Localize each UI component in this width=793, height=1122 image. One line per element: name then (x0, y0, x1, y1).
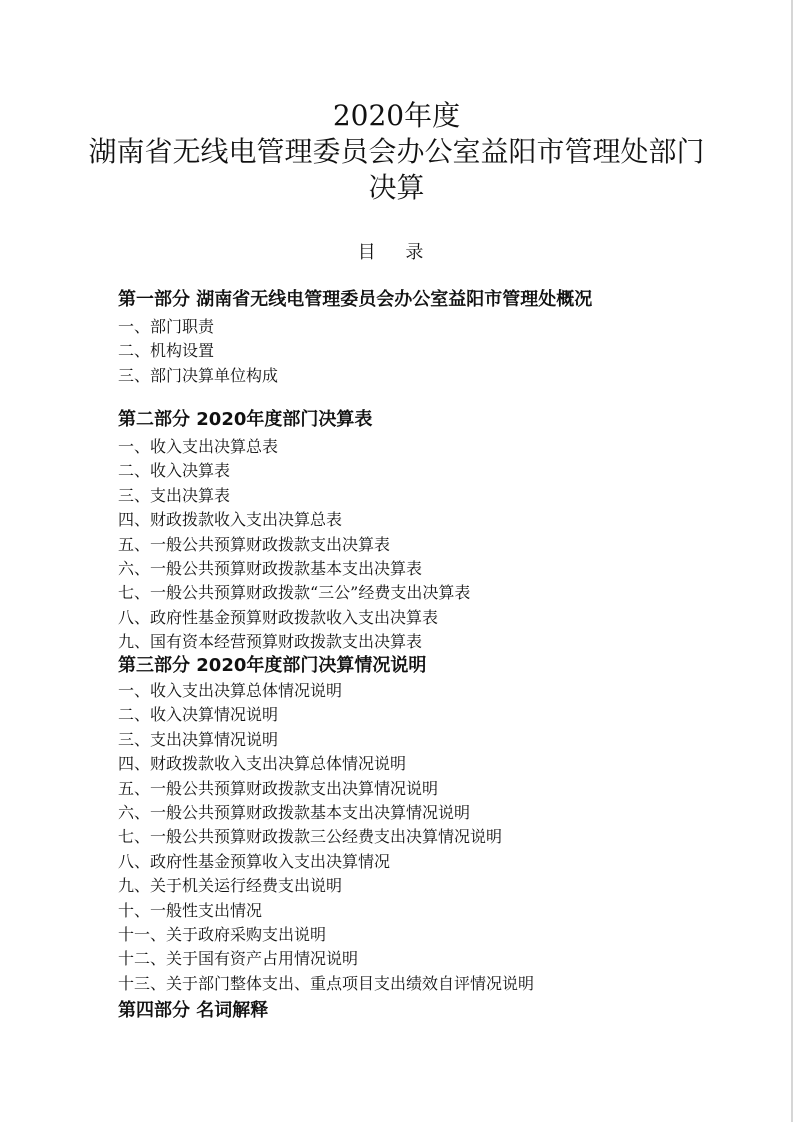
toc-item: 七、一般公共预算财政拨款“三公”经费支出决算表 (118, 583, 471, 603)
toc-item: 十一、关于政府采购支出说明 (118, 924, 327, 944)
toc-item: 三、支出决算情况说明 (118, 729, 279, 749)
toc-item-list (118, 679, 758, 996)
toc-section-part-2 (118, 407, 758, 655)
toc-item: 五、一般公共预算财政拨款支出决算情况说明 (118, 778, 439, 798)
toc-item: 六、一般公共预算财政拨款基本支出决算表 (118, 558, 423, 578)
toc-item: 二、机构设置 (118, 341, 215, 361)
toc-item: 七、一般公共预算财政拨款三公经费支出决算情况说明 (118, 827, 503, 847)
title-organization: 湖南省无线电管理委员会办公室益阳市管理处部门 (88, 135, 705, 168)
toc-item: 九、关于机关运行经费支出说明 (118, 876, 343, 896)
section-heading: 第四部分 名词解释 (118, 1000, 269, 1021)
toc-item-list (118, 435, 758, 655)
section-heading: 第三部分 2020年度部门决算情况说明 (118, 655, 427, 676)
toc-item: 八、政府性基金预算收入支出决算情况 (118, 851, 391, 871)
title-subject: 决算 (368, 171, 425, 204)
toc-item: 十三、关于部门整体支出、重点项目支出绩效自评情况说明 (118, 973, 535, 993)
toc-item: 二、收入决算情况说明 (118, 705, 279, 725)
toc-item: 一、收入支出决算总表 (118, 437, 279, 456)
toc-item: 二、收入决算表 (118, 461, 231, 481)
title-year: 2020年度 (332, 99, 461, 132)
toc-item: 十二、关于国有资产占用情况说明 (118, 949, 359, 969)
toc-item: 一、收入支出决算总体情况说明 (118, 681, 343, 700)
toc-section-part-3 (118, 653, 758, 996)
toc-section-part-1 (118, 287, 758, 388)
toc-heading: 目 录 (357, 242, 436, 263)
document-title (0, 98, 793, 206)
toc-item: 六、一般公共预算财政拨款基本支出决算情况说明 (118, 802, 471, 822)
toc-item: 十、一般性支出情况 (118, 900, 263, 920)
toc-item: 一、部门职责 (118, 317, 215, 336)
toc-item: 四、财政拨款收入支出决算总体情况说明 (118, 754, 407, 774)
toc-item-list (118, 315, 758, 388)
section-heading: 第一部分 湖南省无线电管理委员会办公室益阳市管理处概况 (118, 289, 593, 310)
toc-item: 四、财政拨款收入支出决算总表 (118, 510, 343, 530)
toc-item: 三、部门决算单位构成 (118, 365, 279, 385)
toc-item: 五、一般公共预算财政拨款支出决算表 (118, 534, 391, 554)
toc-item: 八、政府性基金预算财政拨款收入支出决算表 (118, 607, 439, 627)
section-heading: 第二部分 2020年度部门决算表 (118, 409, 373, 430)
toc-item: 三、支出决算表 (118, 485, 231, 505)
toc-item: 九、国有资本经营预算财政拨款支出决算表 (118, 632, 423, 652)
toc-section-part-4 (118, 998, 758, 1024)
